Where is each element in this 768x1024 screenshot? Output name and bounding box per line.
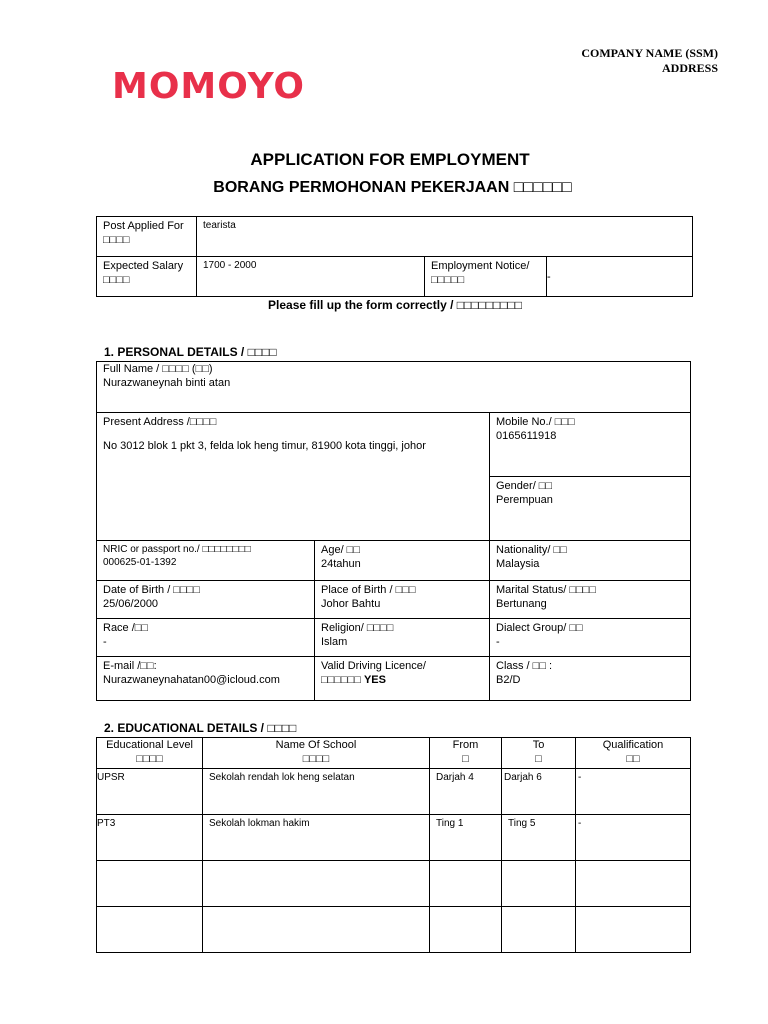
dob-cell [97,581,315,619]
pob-cell [315,581,490,619]
personal-details-table [96,361,691,701]
notice-value: - [547,257,693,297]
dialect-label: Dialect Group/ □□ [496,622,583,634]
edu-cell: - [576,769,691,815]
edu-header-from-en: From [452,739,479,751]
marital-cell [490,581,691,619]
salary-label: Expected Salary [103,260,184,272]
edu-cell [430,907,502,953]
edu-header-from [430,738,502,769]
edu-cell: Ting 5 [502,815,576,861]
religion-value: Islam [321,636,348,648]
edu-cell: Darjah 6 [502,769,576,815]
email-cell [97,657,315,701]
form-title-en: APPLICATION FOR EMPLOYMENT [250,150,530,169]
table-row [97,769,691,815]
licence-value: YES [363,674,386,686]
table-row [97,907,691,953]
pob-value: Johor Bahtu [321,598,381,610]
dob-value: 25/06/2000 [103,598,159,610]
post-salary-table [96,216,693,297]
edu-cell [97,861,203,907]
notice-label-zh: □□□□□ [431,274,465,286]
education-section-title: 2. EDUCATIONAL DETAILS / □□□□ [104,721,297,735]
education-table [96,737,691,953]
edu-header-to [502,738,576,769]
address-label: Present Address /□□□□ [103,416,217,428]
nric-value: 000625-01-1392 [103,557,177,568]
gender-cell [490,477,691,541]
edu-cell: Sekolah lokman hakim [203,815,430,861]
edu-cell: UPSR [97,769,203,815]
edu-header-school-en: Name Of School [275,739,357,751]
class-label: Class / □□ : [496,660,553,672]
edu-cell: Sekolah rendah lok heng selatan [203,769,430,815]
nationality-cell [490,541,691,581]
marital-value: Bertunang [496,598,547,610]
marital-label: Marital Status/ □□□□ [496,584,596,596]
edu-header-qualification-en: Qualification [602,739,664,751]
nric-cell [97,541,315,581]
salary-label-cell [97,257,197,297]
pob-label: Place of Birth / □□□ [321,584,416,596]
company-info [581,46,718,76]
edu-cell [502,907,576,953]
edu-header-level [97,738,203,769]
edu-cell [203,861,430,907]
race-cell [97,619,315,657]
notice-label: Employment Notice/ [431,260,530,272]
email-value: Nurazwaneynahatan00@icloud.com [103,674,280,686]
religion-label: Religion/ □□□□ [321,622,394,634]
edu-header-to-zh: □ [535,753,542,765]
age-label: Age/ □□ [321,544,360,556]
post-label-cell [97,217,197,257]
edu-cell: - [576,815,691,861]
table-row [97,861,691,907]
dob-label: Date of Birth / □□□□ [103,584,200,596]
full-name-cell [97,362,691,413]
age-value: 24tahun [321,558,361,570]
company-address: ADDRESS [661,61,718,75]
edu-cell [502,861,576,907]
address-value: No 3012 blok 1 pkt 3, felda lok heng timur, 81900 kota tinggi, johor [103,440,426,452]
licence-label-zh: □□□□□□ [321,674,361,686]
full-name-label: Full Name / □□□□ (□□) [103,363,213,375]
gender-value: Perempuan [496,494,553,506]
mobile-value: 0165611918 [496,430,557,442]
post-value: tearista [197,217,693,257]
dialect-cell [490,619,691,657]
edu-cell [97,907,203,953]
mobile-label: Mobile No./ □□□ [496,416,575,428]
class-cell [490,657,691,701]
race-label: Race /□□ [103,622,149,634]
edu-cell: Ting 1 [430,815,502,861]
table-row [97,815,691,861]
edu-cell: Darjah 4 [430,769,502,815]
nric-label: NRIC or passport no./ □□□□□□□□ [103,544,251,555]
post-label-zh: □□□□ [103,234,130,246]
fill-instruction: Please fill up the form correctly / □□□□□□□□□ [268,298,522,312]
race-value: - [103,636,107,648]
religion-cell [315,619,490,657]
edu-header-from-zh: □ [462,753,469,765]
form-title-my: BORANG PERMOHONAN PEKERJAAN □□□□□□ [213,179,572,196]
mobile-cell [490,413,691,477]
address-cell [97,413,490,541]
gender-label: Gender/ □□ [496,480,553,492]
edu-header-to-en: To [532,739,545,751]
edu-header-level-zh: □□□□ [136,753,163,765]
edu-cell [203,907,430,953]
company-logo: MOMOYO [112,66,305,107]
full-name-value: Nurazwaneynah binti atan [103,377,231,389]
class-value: B2/D [496,674,521,686]
salary-value: 1700 - 2000 [197,257,425,297]
edu-cell: PT3 [97,815,203,861]
edu-header-school-zh: □□□□ [302,753,330,765]
edu-cell [576,861,691,907]
licence-label: Valid Driving Licence/ [321,660,426,672]
company-name: COMPANY NAME (SSM) [581,46,718,60]
edu-header-school [203,738,430,769]
age-cell [315,541,490,581]
edu-header-qualification [576,738,691,769]
salary-label-zh: □□□□ [103,274,130,286]
notice-label-cell [425,257,547,297]
licence-cell [315,657,490,701]
edu-header-level-en: Educational Level [106,739,193,751]
edu-cell [430,861,502,907]
edu-header-qualification-zh: □□ [626,753,640,765]
dialect-value: - [496,636,500,648]
nationality-label: Nationality/ □□ [496,544,567,556]
personal-section-title: 1. PERSONAL DETAILS / □□□□ [104,345,277,359]
email-label: E-mail /□□: [103,660,157,672]
post-label: Post Applied For [103,220,184,232]
nationality-value: Malaysia [496,558,540,570]
edu-cell [576,907,691,953]
